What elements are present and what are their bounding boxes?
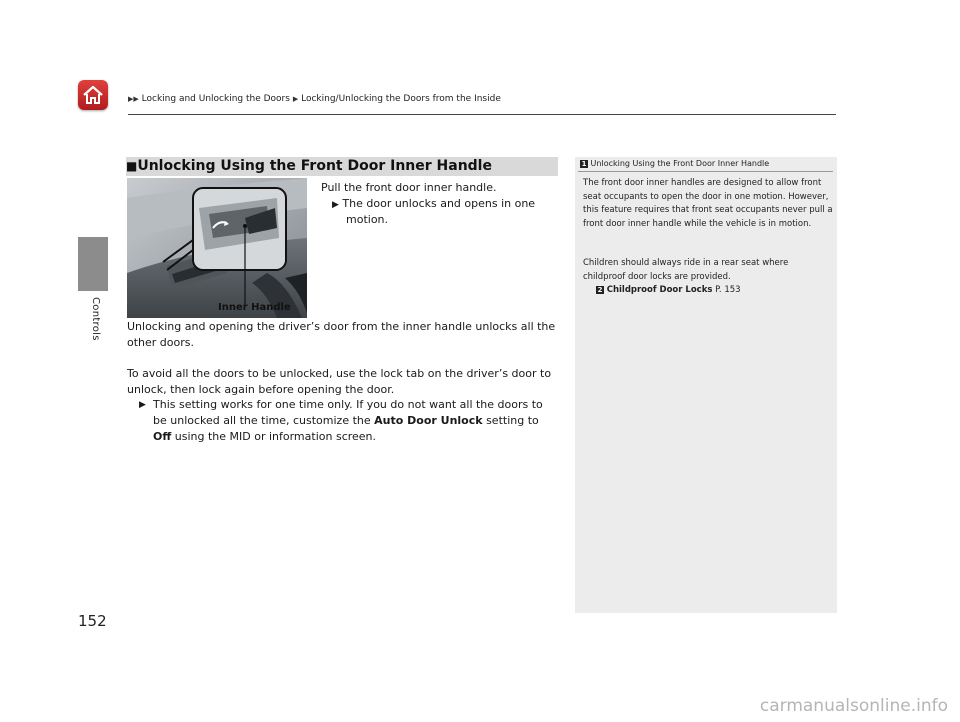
step-result-line1: The door unlocks and opens in one	[342, 197, 536, 210]
sidebar-paragraph-2: Children should always ride in a rear seat where childproof door locks are provided.	[583, 258, 789, 282]
reference-mark-icon: 1	[581, 160, 587, 168]
breadcrumb-item-doors[interactable]: Locking and Unlocking the Doors	[141, 94, 290, 104]
note-prefix: This setting works for one time only. If you do not want all the doors to be unlocked all the time, customize the	[153, 398, 543, 427]
header-rule	[128, 114, 836, 115]
breadcrumb-arrow-icon: ▶	[292, 95, 299, 103]
breadcrumb	[128, 94, 501, 104]
note-paragraph	[139, 397, 557, 445]
result-arrow-icon: ▶	[332, 200, 339, 210]
setting-value-off: Off	[153, 430, 172, 443]
sidebar-paragraph-1: The front door inner handles are designed to allow front seat occupants to open the door in one motion. However, this feature requires that front seat occupants never pull a front door inner handle while the vehicle is in motion.	[583, 178, 833, 229]
cross-reference-title: Childproof Door Locks	[606, 285, 713, 295]
sidebar-rule	[578, 171, 833, 172]
cross-reference-icon: 2	[597, 286, 603, 294]
cross-reference-link[interactable]	[596, 284, 846, 298]
section-title	[126, 157, 558, 176]
sidebar-title-text: Unlocking Using the Front Door Inner Handle	[590, 159, 770, 168]
cross-reference-page: P. 153	[715, 285, 741, 295]
figure-callout-inner-handle: Inner Handle	[218, 302, 291, 313]
step-result	[332, 196, 535, 213]
setting-auto-door-unlock: Auto Door Unlock	[374, 414, 483, 427]
step-result-line2: motion.	[346, 213, 389, 226]
paragraph-2: To avoid all the doors to be unlocked, use the lock tab on the driver’s door to unlock, then lock again before opening the door.	[127, 367, 552, 396]
breadcrumb-arrow-icon: ▶▶	[128, 95, 139, 103]
section-title-text: Unlocking Using the Front Door Inner Handle	[137, 158, 492, 174]
watermark: carmanualsonline.info	[759, 696, 948, 716]
door-illustration-icon	[127, 178, 307, 318]
note-suffix: using the MID or information screen.	[174, 430, 377, 443]
door-handle-photo	[127, 178, 307, 318]
note-arrow-icon: ▶	[139, 400, 146, 410]
section-square-icon: ■	[126, 159, 138, 173]
sidebar-title	[580, 159, 832, 168]
chapter-tab-label: Controls	[90, 297, 101, 341]
chapter-tab[interactable]	[78, 237, 108, 291]
note-mid: setting to	[486, 414, 539, 427]
home-button[interactable]	[78, 80, 108, 110]
home-icon	[82, 85, 104, 105]
paragraph-1: Unlocking and opening the driver’s door from the inner handle unlocks all the other doors.	[127, 320, 556, 349]
page-number: 152	[78, 612, 107, 630]
breadcrumb-item-inside[interactable]: Locking/Unlocking the Doors from the Inside	[301, 94, 501, 104]
step-instruction: Pull the front door inner handle.	[321, 181, 497, 194]
